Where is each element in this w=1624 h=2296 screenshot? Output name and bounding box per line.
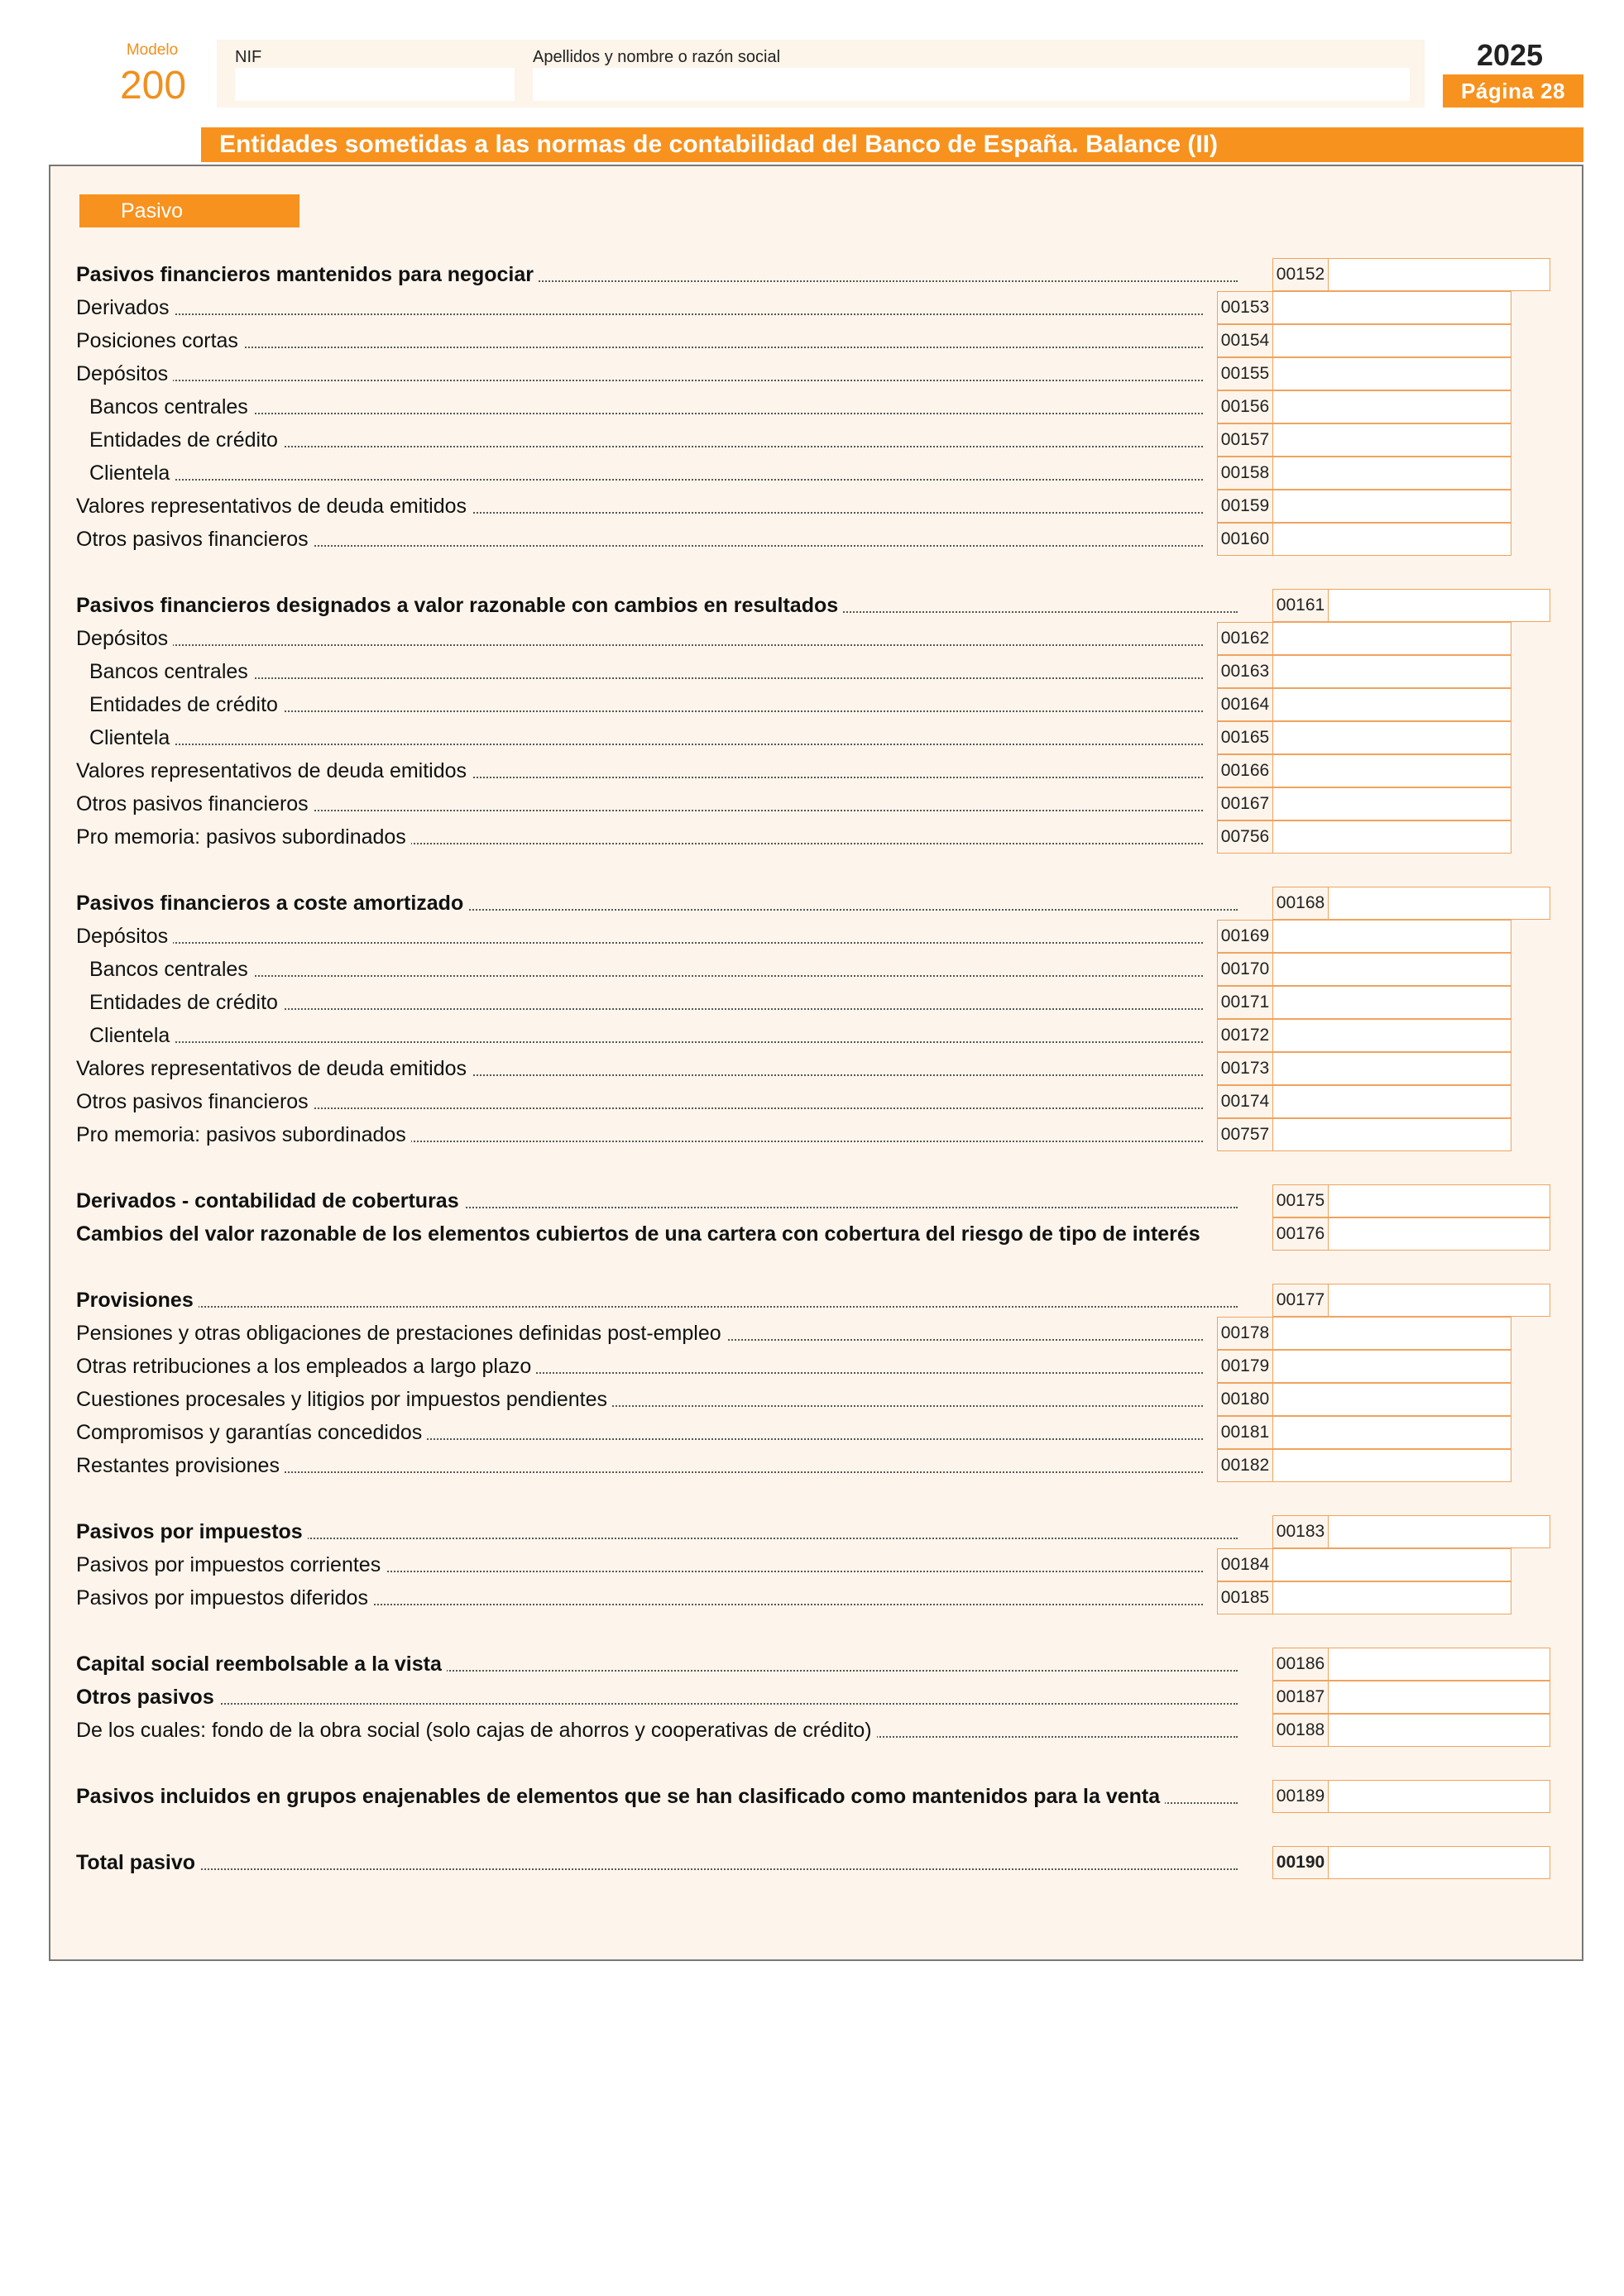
row-label xyxy=(76,721,1203,754)
row-label-text: Pensiones y otras obligaciones de prestaciones definidas post-empleo xyxy=(76,1322,726,1345)
row-label-text: Pro memoria: pasivos subordinados xyxy=(76,1123,411,1146)
nif-field[interactable] xyxy=(235,68,515,101)
amount-field-00168[interactable] xyxy=(1272,887,1550,920)
row-label xyxy=(76,787,1203,820)
row-label-text: Compromisos y garantías concedidos xyxy=(76,1421,427,1444)
row-label-text: Pasivos por impuestos xyxy=(76,1520,308,1543)
box-code: 00177 xyxy=(1273,1284,1329,1316)
name-label: Apellidos y nombre o razón social xyxy=(533,48,781,66)
row-label xyxy=(76,1085,1203,1118)
row-label xyxy=(76,1019,1203,1052)
box-code: 00179 xyxy=(1218,1351,1273,1382)
box-code: 00181 xyxy=(1218,1417,1273,1448)
row-label-text: Otras retribuciones a los empleados a largo plazo xyxy=(76,1355,536,1378)
row-label xyxy=(76,1350,1203,1383)
row-label xyxy=(76,1416,1203,1449)
amount-field-00158[interactable] xyxy=(1217,457,1511,490)
box-code: 00160 xyxy=(1218,524,1273,555)
row-label-text: Derivados - contabilidad de coberturas xyxy=(76,1189,464,1213)
box-code: 00176 xyxy=(1273,1218,1329,1250)
box-code: 00153 xyxy=(1218,292,1273,323)
amount-field-00180[interactable] xyxy=(1217,1383,1511,1416)
row-label xyxy=(76,357,1203,390)
row-label-text: Clientela xyxy=(76,726,175,749)
amount-field-00162[interactable] xyxy=(1217,622,1511,655)
box-code: 00180 xyxy=(1218,1384,1273,1415)
year: 2025 xyxy=(1476,38,1544,72)
amount-field-00153[interactable] xyxy=(1217,291,1511,324)
amount-field-00189[interactable] xyxy=(1272,1780,1550,1813)
amount-field-00155[interactable] xyxy=(1217,357,1511,390)
row-label xyxy=(76,291,1203,324)
row-label xyxy=(76,688,1203,721)
row-label-text: Entidades de crédito xyxy=(76,428,283,452)
row-label-text: Valores representativos de deuda emitidos xyxy=(76,1057,472,1080)
box-code: 00756 xyxy=(1218,821,1273,853)
box-code: 00173 xyxy=(1218,1053,1273,1084)
amount-field-00165[interactable] xyxy=(1217,721,1511,754)
amount-field-00181[interactable] xyxy=(1217,1416,1511,1449)
modelo-label: Modelo xyxy=(126,41,179,59)
row-label xyxy=(76,1548,1203,1581)
row-label-text: Pasivos financieros a coste amortizado xyxy=(76,892,468,915)
box-code: 00168 xyxy=(1273,887,1329,919)
row-label xyxy=(76,1383,1203,1416)
row-label-text: Bancos centrales xyxy=(76,958,253,981)
row-label xyxy=(76,1184,1238,1217)
amount-field-00173[interactable] xyxy=(1217,1052,1511,1085)
row-label-text: Otros pasivos financieros xyxy=(76,528,314,551)
row-label-text: Otros pasivos financieros xyxy=(76,1090,314,1113)
row-label-text: Posiciones cortas xyxy=(76,329,243,352)
row-label xyxy=(76,986,1203,1019)
row-label-text: Derivados xyxy=(76,296,175,319)
row-label xyxy=(76,1714,1238,1747)
amount-field-00152[interactable] xyxy=(1272,258,1550,291)
amount-field-00186[interactable] xyxy=(1272,1648,1550,1681)
amount-field-00164[interactable] xyxy=(1217,688,1511,721)
row-label xyxy=(76,258,1238,291)
amount-field-00175[interactable] xyxy=(1272,1184,1550,1217)
row-label xyxy=(76,887,1238,920)
amount-field-00157[interactable] xyxy=(1217,423,1511,457)
row-label xyxy=(76,589,1238,622)
row-label-text: Otros pasivos financieros xyxy=(76,792,314,816)
row-label-text: Bancos centrales xyxy=(76,395,253,419)
header-identification xyxy=(217,40,1425,108)
row-label-text: Bancos centrales xyxy=(76,660,253,683)
row-label xyxy=(76,490,1203,523)
row-label xyxy=(76,1515,1238,1548)
amount-field-00161[interactable] xyxy=(1272,589,1550,622)
row-label-text: De los cuales: fondo de la obra social (solo cajas de ahorros y cooperativas de crédito) xyxy=(76,1719,877,1742)
amount-field-00190[interactable] xyxy=(1272,1846,1550,1879)
row-label xyxy=(76,622,1203,655)
box-code: 00166 xyxy=(1218,755,1273,787)
row-label-text: Depósitos xyxy=(76,627,173,650)
amount-field-00179[interactable] xyxy=(1217,1350,1511,1383)
row-label xyxy=(76,1846,1238,1879)
box-code: 00167 xyxy=(1218,788,1273,820)
row-label-text: Pasivos financieros mantenidos para negociar xyxy=(76,263,539,286)
amount-field-00167[interactable] xyxy=(1217,787,1511,820)
row-label xyxy=(76,953,1203,986)
box-code: 00157 xyxy=(1218,424,1273,456)
box-code: 00154 xyxy=(1218,325,1273,356)
page-number-badge: Página 28 xyxy=(1443,74,1583,108)
amount-field-00187[interactable] xyxy=(1272,1681,1550,1714)
box-code: 00185 xyxy=(1218,1582,1273,1614)
row-label-text: Clientela xyxy=(76,462,175,485)
amount-field-00160[interactable] xyxy=(1217,523,1511,556)
box-code: 00190 xyxy=(1273,1847,1329,1878)
row-label xyxy=(76,1284,1238,1317)
row-label-text: Valores representativos de deuda emitidos xyxy=(76,759,472,782)
row-label-text: Cuestiones procesales y litigios por impuestos pendientes xyxy=(76,1388,612,1411)
row-label-text: Pasivos financieros designados a valor razonable con cambios en resultados xyxy=(76,594,843,617)
row-label xyxy=(76,1681,1238,1714)
row-label xyxy=(76,754,1203,787)
box-code: 00183 xyxy=(1273,1516,1329,1547)
amount-field-00174[interactable] xyxy=(1217,1085,1511,1118)
box-code: 00189 xyxy=(1273,1781,1329,1812)
row-label-text: Pasivos incluidos en grupos enajenables de elementos que se han clasificado como mantenidos para la venta xyxy=(76,1785,1165,1808)
row-label-text: Cambios del valor razonable de los elementos cubiertos de una cartera con cobertura del riesgo de tipo de interés xyxy=(76,1222,1205,1246)
amount-field-00154[interactable] xyxy=(1217,324,1511,357)
amount-field-00178[interactable] xyxy=(1217,1317,1511,1350)
row-label xyxy=(76,1217,1238,1251)
box-code: 00159 xyxy=(1218,490,1273,522)
box-code: 00152 xyxy=(1273,259,1329,290)
row-label xyxy=(76,1581,1203,1614)
box-code: 00155 xyxy=(1218,358,1273,390)
amount-field-00182[interactable] xyxy=(1217,1449,1511,1482)
row-label xyxy=(76,1317,1203,1350)
row-label-text: Entidades de crédito xyxy=(76,693,283,716)
amount-field-00757[interactable] xyxy=(1217,1118,1511,1151)
box-code: 00188 xyxy=(1273,1715,1329,1746)
row-label-text: Depósitos xyxy=(76,362,173,385)
nif-label: NIF xyxy=(235,48,262,66)
amount-field-00177[interactable] xyxy=(1272,1284,1550,1317)
row-label xyxy=(76,1648,1238,1681)
box-code: 00175 xyxy=(1273,1185,1329,1217)
amount-field-00169[interactable] xyxy=(1217,920,1511,953)
row-label-text: Pro memoria: pasivos subordinados xyxy=(76,825,411,849)
box-code: 00163 xyxy=(1218,656,1273,687)
row-label xyxy=(76,523,1203,556)
box-code: 00162 xyxy=(1218,623,1273,654)
box-code: 00174 xyxy=(1218,1086,1273,1117)
box-code: 00186 xyxy=(1273,1648,1329,1680)
row-label xyxy=(76,324,1203,357)
box-code: 00165 xyxy=(1218,722,1273,753)
row-label xyxy=(76,457,1203,490)
row-label xyxy=(76,1449,1203,1482)
amount-field-00163[interactable] xyxy=(1217,655,1511,688)
box-code: 00172 xyxy=(1218,1020,1273,1051)
box-code: 00187 xyxy=(1273,1681,1329,1713)
box-code: 00158 xyxy=(1218,457,1273,489)
row-label xyxy=(76,1052,1203,1085)
row-label-text: Pasivos por impuestos corrientes xyxy=(76,1553,386,1576)
amount-field-00188[interactable] xyxy=(1272,1714,1550,1747)
amount-field-00183[interactable] xyxy=(1272,1515,1550,1548)
box-code: 00184 xyxy=(1218,1549,1273,1581)
box-code: 00169 xyxy=(1218,921,1273,952)
box-code: 00161 xyxy=(1273,590,1329,621)
row-label xyxy=(76,920,1203,953)
row-label-text: Total pasivo xyxy=(76,1851,200,1874)
row-label xyxy=(76,820,1203,854)
amount-field-00756[interactable] xyxy=(1217,820,1511,854)
box-code: 00182 xyxy=(1218,1450,1273,1481)
box-code: 00156 xyxy=(1218,391,1273,423)
amount-field-00185[interactable] xyxy=(1217,1581,1511,1614)
box-code: 00170 xyxy=(1218,954,1273,985)
row-label-text: Otros pasivos xyxy=(76,1686,219,1709)
amount-field-00184[interactable] xyxy=(1217,1548,1511,1581)
row-label xyxy=(76,1118,1203,1151)
page-title: Entidades sometidas a las normas de contabilidad del Banco de España. Balance (II) xyxy=(201,127,1583,162)
amount-field-00166[interactable] xyxy=(1217,754,1511,787)
amount-field-00172[interactable] xyxy=(1217,1019,1511,1052)
amount-field-00156[interactable] xyxy=(1217,390,1511,423)
row-label-text: Entidades de crédito xyxy=(76,991,283,1014)
amount-field-00176[interactable] xyxy=(1272,1217,1550,1251)
box-code: 00171 xyxy=(1218,987,1273,1018)
amount-field-00171[interactable] xyxy=(1217,986,1511,1019)
modelo-number: 200 xyxy=(119,64,187,108)
section-tab-pasivo: Pasivo xyxy=(79,194,299,227)
row-label-text: Depósitos xyxy=(76,925,173,948)
amount-field-00159[interactable] xyxy=(1217,490,1511,523)
row-label-text: Pasivos por impuestos diferidos xyxy=(76,1586,373,1610)
row-label xyxy=(76,1780,1238,1813)
amount-field-00170[interactable] xyxy=(1217,953,1511,986)
row-label xyxy=(76,655,1203,688)
row-label-text: Provisiones xyxy=(76,1289,199,1312)
row-label-text: Clientela xyxy=(76,1024,175,1047)
row-label xyxy=(76,423,1203,457)
box-code: 00757 xyxy=(1218,1119,1273,1150)
box-code: 00164 xyxy=(1218,689,1273,720)
row-label xyxy=(76,390,1203,423)
row-label-text: Restantes provisiones xyxy=(76,1454,285,1477)
name-field[interactable] xyxy=(533,68,1410,101)
box-code: 00178 xyxy=(1218,1318,1273,1349)
row-label-text: Capital social reembolsable a la vista xyxy=(76,1653,447,1676)
row-label-text: Valores representativos de deuda emitidos xyxy=(76,495,472,518)
